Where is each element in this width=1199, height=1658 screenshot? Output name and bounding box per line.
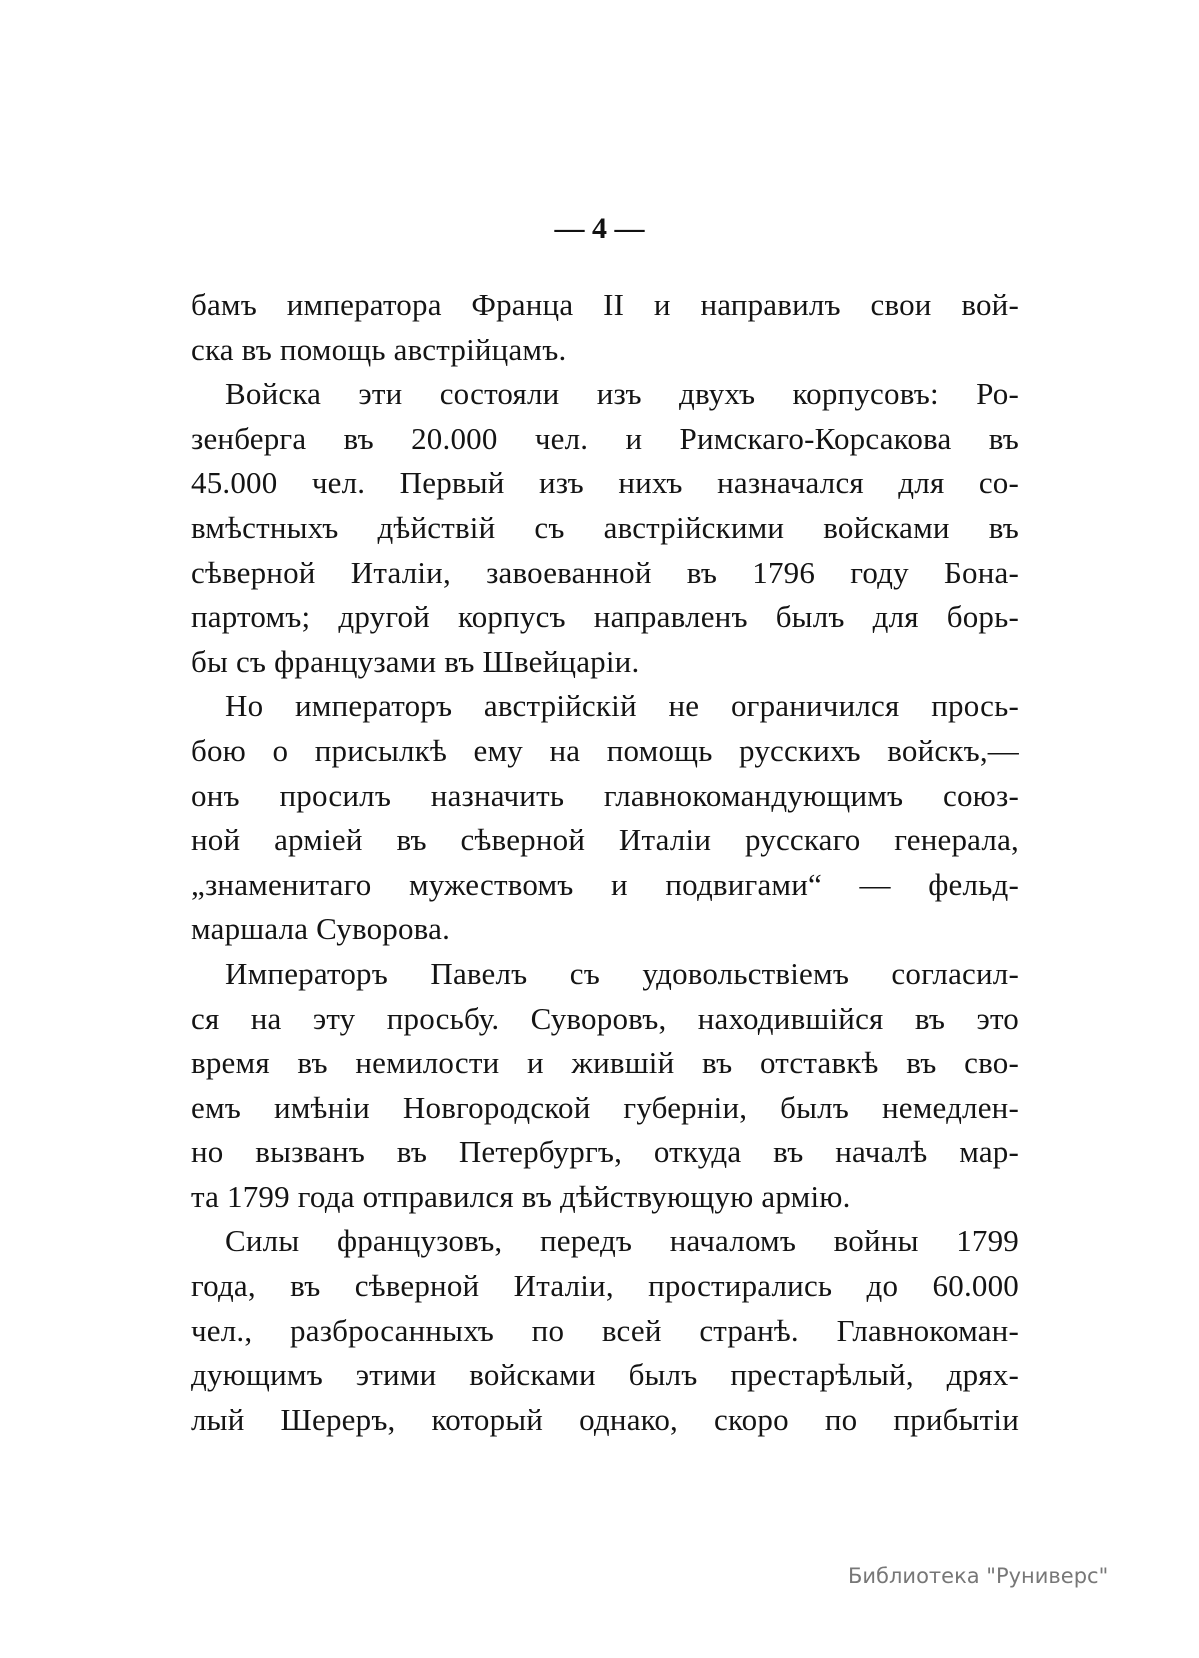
text-line: бамъ императора Франца II и направилъ свои вой- [191,287,1019,322]
text-line: емъ имѣніи Новгородской губерніи, былъ немедлен- [191,1089,1019,1125]
text-line: время въ немилости и жившій въ отставкѣ въ сво- [191,1045,1019,1081]
text-line: Императоръ Павелъ съ удовольствіемъ согласил- [225,955,1019,991]
text-line: вмѣстныхъ дѣйствій съ австрійскими войсками въ [191,509,1019,545]
text-line: Войска эти состояли изъ двухъ корпусовъ: Ро- [225,376,1019,412]
text-line: Но императоръ австрійскій не ограничился прось- [225,688,1019,724]
text-line: лый Шереръ, который однако, скоро по прибытіи [191,1401,1019,1437]
text-line: маршала Суворова. [191,911,451,947]
paragraph [191,1219,1019,1442]
text-line: чел., разбросанныхъ по всей странѣ. Главнокоман- [191,1312,1019,1348]
text-line: онъ просилъ назначить главнокомандующимъ союз- [191,777,1019,813]
page-body-text [191,283,1019,1442]
page-number: — 4 — [554,212,645,245]
text-line: ска въ помощь австрійцамъ. [191,331,567,367]
paragraph [191,684,1019,952]
text-line: та 1799 года отправился въ дѣйствующую армію. [191,1178,851,1214]
text-line: бою о присылкѣ ему на помощь русскихъ войскъ,— [191,732,1019,768]
paragraph [191,952,1019,1220]
text-line: но вызванъ въ Петербургъ, откуда въ началѣ мар- [191,1134,1019,1170]
library-watermark: Библиотека "Руниверс" [848,1564,1109,1588]
text-line: ся на эту просьбу. Суворовъ, находившійся въ это [191,1000,1019,1036]
text-line: Силы французовъ, передъ началомъ войны 1799 [225,1223,1019,1259]
text-line: ной арміей въ сѣверной Италіи русскаго генерала, [191,822,1019,858]
text-line: дующимъ этими войсками былъ престарѣлый, дрях- [191,1357,1019,1393]
text-line: бы съ французами въ Швейцаріи. [191,643,640,679]
text-line: зенберга въ 20.000 чел. и Римскаго-Корсакова въ [191,420,1019,456]
paragraph [191,283,1019,372]
text-line: года, въ сѣверной Италіи, простирались до 60.000 [191,1268,1019,1304]
text-line: 45.000 чел. Первый изъ нихъ назначался для со- [191,465,1019,501]
text-line: „знаменитаго мужествомъ и подвигами“ — фельд- [191,866,1019,902]
paragraph [191,372,1019,684]
text-line: сѣверной Италіи, завоеванной въ 1796 году Бона- [191,554,1019,590]
text-line: партомъ; другой корпусъ направленъ былъ для борь- [191,599,1019,635]
